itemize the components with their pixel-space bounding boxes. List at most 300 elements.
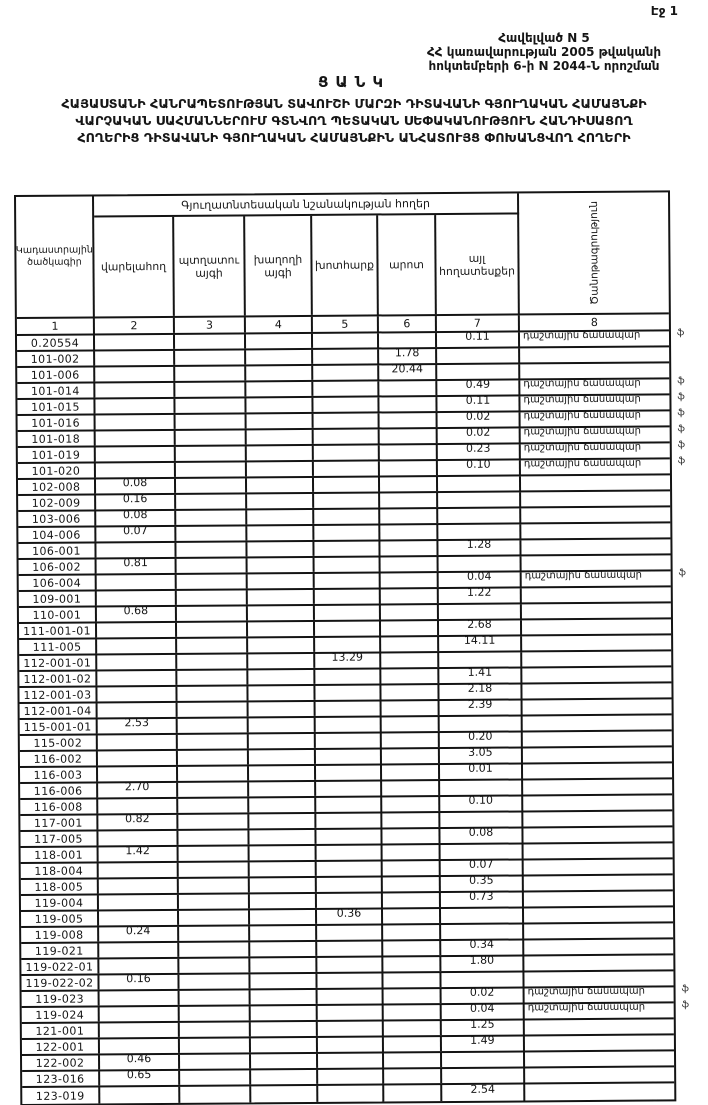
- area-value: 0.11: [465, 329, 490, 343]
- area-value: 0.07: [123, 523, 148, 537]
- cadastral-code-cell: [22, 1055, 100, 1070]
- vineyard-value-cell: [249, 702, 316, 716]
- orchard-value-cell: [178, 734, 249, 748]
- area-value: 0.07: [468, 857, 494, 871]
- area-value: 0.08: [468, 825, 494, 839]
- hayfield-value-cell: [315, 669, 381, 683]
- pasture-value-cell: [384, 1005, 442, 1019]
- arable-value-cell: [95, 383, 175, 398]
- hayfield-value-cell: [313, 365, 379, 379]
- pasture-value-cell: [382, 733, 440, 747]
- pasture-value-cell: [381, 605, 439, 619]
- hayfield-value-cell: [317, 973, 383, 987]
- note-cell: [522, 603, 671, 618]
- arable-value-cell: [97, 687, 177, 702]
- arable-value-cell: [99, 971, 179, 990]
- hayfield-value-cell: [315, 621, 381, 635]
- note-text: դաշտային ճանապար: [523, 425, 642, 437]
- note-cell: [522, 619, 671, 634]
- note-cell: [522, 571, 671, 586]
- other-lands-value-cell: [440, 761, 523, 779]
- area-value: 0.16: [126, 971, 151, 985]
- cadastral-code-cell: [21, 975, 99, 990]
- vineyard-value-cell: [249, 734, 316, 748]
- arable-value-cell: [97, 603, 177, 622]
- area-value: 0.65: [126, 1067, 152, 1081]
- orchard-value-cell: [177, 558, 248, 572]
- area-value: 0.02: [469, 985, 495, 999]
- cadastral-code-cell: [17, 383, 95, 398]
- vineyard-value-cell: [250, 942, 317, 956]
- area-value: 3.05: [468, 745, 493, 759]
- appendix-reference: [388, 31, 700, 73]
- area-value: 2.39: [467, 697, 493, 711]
- area-value: 0.01: [468, 761, 493, 775]
- orchard-value-cell: [175, 366, 246, 380]
- column-number: 5: [313, 316, 379, 331]
- hayfield-value-cell: [314, 429, 380, 443]
- area-value: 0.49: [465, 377, 491, 391]
- note-overflow-mark: ֆ: [677, 456, 686, 467]
- note-cell: [524, 907, 673, 922]
- note-cell: [523, 763, 672, 778]
- hayfield-value-cell: [316, 717, 382, 731]
- cadastral-code: 123-019: [35, 1089, 85, 1103]
- hayfield-value-cell: [318, 989, 384, 1003]
- hayfield-value-cell: [317, 941, 383, 955]
- pasture-value-cell: [383, 973, 441, 987]
- cadastral-code-cell: [20, 783, 98, 798]
- pasture-value-cell: [383, 941, 441, 955]
- arable-value-cell: [96, 523, 176, 542]
- arable-value-cell: [98, 751, 178, 766]
- note-cell: [520, 331, 669, 346]
- vineyard-value-cell: [248, 670, 315, 684]
- cadastral-code-cell: [20, 719, 98, 734]
- appendix-line: ՀՀ կառավարության 2005 թվականի: [426, 45, 662, 59]
- note-cell: [524, 971, 673, 986]
- vineyard-value-cell: [250, 846, 317, 860]
- pasture-value-cell: [384, 1085, 442, 1101]
- other-lands-value-cell: [440, 697, 523, 715]
- area-value: 20.44: [391, 361, 424, 375]
- note-cell: [521, 411, 670, 426]
- orchard-value-cell: [176, 462, 247, 476]
- arable-value-cell: [99, 943, 179, 958]
- vineyard-value-cell: [246, 366, 313, 380]
- other-lands-value-cell: [440, 793, 523, 811]
- arable-value-cell: [100, 1007, 180, 1022]
- cadastral-code: 117-005: [34, 832, 83, 846]
- orchard-value-cell: [176, 478, 247, 492]
- area-value: 0.20: [467, 729, 493, 743]
- hayfield-value-cell: [314, 541, 380, 555]
- cadastral-code: 119-024: [35, 1008, 85, 1022]
- cadastral-code-cell: [18, 511, 96, 526]
- other-lands-value-cell: [439, 633, 522, 651]
- cadastral-code-cell: [22, 1023, 100, 1038]
- arable-value-cell: [100, 1087, 180, 1104]
- area-value: 0.68: [123, 603, 149, 617]
- pasture-value-cell: [382, 829, 440, 843]
- orchard-value-cell: [176, 414, 247, 428]
- column-number: 4: [246, 317, 313, 332]
- orchard-value-cell: [179, 942, 250, 956]
- arable-value-cell: [96, 431, 176, 446]
- vineyard-value-cell: [246, 398, 313, 412]
- table-body: [17, 328, 689, 1104]
- vineyard-value-cell: [251, 1070, 318, 1084]
- note-text: դաշտային ճանապար: [527, 1001, 646, 1013]
- hayfield-value-cell: [317, 957, 383, 971]
- cadastral-code-cell: [18, 527, 96, 542]
- cadastral-code-cell: [18, 431, 96, 446]
- orchard-value-cell: [178, 814, 249, 828]
- cadastral-code-cell: [17, 351, 95, 366]
- cadastral-code-cell: [22, 1071, 100, 1086]
- cadastral-code-cell: [18, 463, 96, 478]
- note-cell: [520, 363, 669, 378]
- pasture-value-cell: [383, 925, 441, 939]
- cadastral-code-cell: [20, 703, 98, 718]
- hayfield-value-cell: [315, 685, 381, 699]
- subtitle-line: ՀԱՅԱՍՏԱՆԻ ՀԱՆՐԱՊԵՏՈՒԹՅԱՆ ՏԱՎՈՒՇԻ ՄԱՐԶԻ ԴԻՏԱՎԱՆԻ ԳՅՈՒՂԱԿԱՆ ՀԱՄԱՅՆՔԻ: [61, 97, 647, 112]
- area-value: 2.18: [467, 681, 493, 695]
- note-text: դաշտային ճանապար: [527, 985, 645, 997]
- note-cell: [525, 1051, 674, 1066]
- area-value: 0.36: [336, 906, 362, 920]
- orchard-value-cell: [175, 334, 246, 348]
- area-value: 0.81: [123, 555, 148, 569]
- arable-value-cell: [98, 779, 178, 798]
- pasture-value-cell: [384, 1021, 442, 1035]
- vineyard-value-cell: [250, 958, 317, 972]
- arable-value-cell: [99, 843, 179, 862]
- orchard-value-cell: [180, 1038, 251, 1052]
- note-cell: [525, 1083, 674, 1100]
- note-cell: [524, 875, 673, 890]
- vineyard-value-cell: [250, 926, 317, 940]
- area-value: 2.54: [470, 1082, 496, 1096]
- area-value: 13.29: [331, 650, 364, 664]
- cadastral-code: 112-001-04: [23, 703, 92, 718]
- hayfield-value-cell: [315, 557, 381, 571]
- orchard-value-cell: [178, 766, 249, 780]
- arable-value-cell: [99, 879, 179, 894]
- vineyard-value-cell: [248, 606, 315, 620]
- hayfield-value-cell: [314, 461, 380, 475]
- other-lands-value-cell: [441, 889, 524, 907]
- hayfield-value-cell: [315, 589, 381, 603]
- cadastral-code: 0.20554: [30, 336, 80, 350]
- note-cell: [521, 443, 670, 458]
- area-value: 1.49: [470, 1033, 495, 1047]
- note-cell: [523, 699, 672, 714]
- hayfield-value-cell: [314, 413, 380, 427]
- other-lands-value-cell: [442, 1084, 525, 1101]
- arable-value-cell: [99, 863, 179, 878]
- area-value: 0.08: [122, 507, 148, 521]
- pasture-value-cell: [383, 893, 441, 907]
- note-text: դաշտային ճանապար: [523, 393, 641, 405]
- hayfield-value-cell: [317, 861, 383, 875]
- cadastral-code: 101-018: [31, 432, 81, 446]
- note-cell: [522, 651, 671, 666]
- area-value: 0.02: [465, 425, 491, 439]
- hayfield-value-cell: [313, 397, 379, 411]
- hayfield-value-cell: [316, 829, 382, 843]
- note-cell: [523, 779, 672, 794]
- cadastral-code: 106-002: [32, 560, 82, 574]
- arable-value-cell: [99, 895, 179, 910]
- vineyard-value-cell: [248, 686, 315, 700]
- area-value: 0.73: [469, 889, 494, 903]
- cadastral-code-cell: [17, 399, 95, 414]
- orchard-value-cell: [180, 1070, 251, 1084]
- hayfield-value-cell: [315, 650, 381, 667]
- column-header-orchard: պտղատու այգի: [174, 216, 246, 315]
- orchard-value-cell: [180, 1086, 251, 1102]
- note-cell: [525, 1019, 674, 1034]
- note-text: դաշտային ճանապար: [523, 377, 641, 389]
- appendix-line: հոկտեմբերի 6-ի N 2044-Ն որոշման: [428, 59, 660, 73]
- orchard-value-cell: [180, 1022, 251, 1036]
- pasture-value-cell: [382, 701, 440, 715]
- orchard-value-cell: [179, 894, 250, 908]
- note-overflow-mark: ֆ: [676, 328, 685, 339]
- orchard-value-cell: [178, 718, 249, 732]
- orchard-value-cell: [177, 638, 248, 652]
- note-cell: [524, 891, 673, 906]
- cadastral-code: 119-023: [35, 992, 85, 1006]
- pasture-value-cell: [380, 445, 438, 459]
- note-cell: [523, 811, 672, 826]
- hayfield-value-cell: [313, 349, 379, 363]
- note-text: դաշտային ճանապար: [523, 409, 641, 421]
- cadastral-code-cell: [19, 671, 97, 686]
- vineyard-value-cell: [251, 1054, 318, 1068]
- note-cell: [521, 507, 670, 522]
- arable-value-cell: [99, 923, 179, 942]
- orchard-value-cell: [179, 862, 250, 876]
- vineyard-value-cell: [247, 526, 314, 540]
- hayfield-value-cell: [314, 493, 380, 507]
- cadastral-code: 101-002: [30, 352, 80, 366]
- pasture-value-cell: [380, 525, 438, 539]
- vineyard-value-cell: [247, 510, 314, 524]
- cadastral-code-cell: [18, 479, 96, 494]
- vineyard-value-cell: [249, 798, 316, 812]
- vineyard-value-cell: [247, 494, 314, 508]
- hayfield-value-cell: [316, 797, 382, 811]
- orchard-value-cell: [180, 990, 251, 1004]
- other-lands-value-cell: [438, 508, 521, 523]
- hayfield-value-cell: [318, 1037, 384, 1051]
- pasture-value-cell: [381, 685, 439, 699]
- hayfield-value-cell: [315, 605, 381, 619]
- cadastral-code-cell: [19, 639, 97, 654]
- cadastral-code: 103-006: [31, 512, 81, 526]
- document-subtitle: [0, 96, 708, 147]
- other-lands-value-cell: [441, 908, 524, 923]
- note-text: դաշտային ճանապար: [523, 457, 642, 469]
- hayfield-value-cell: [316, 701, 382, 715]
- column-header-vineyard: խաղողի այգի: [245, 216, 313, 315]
- pasture-value-cell: [379, 361, 437, 379]
- vineyard-value-cell: [251, 1006, 318, 1020]
- area-value: 0.02: [465, 409, 491, 423]
- arable-value-cell: [95, 351, 175, 366]
- document-title: ՑԱՆԿ: [317, 73, 391, 91]
- cadastral-code-cell: [22, 1087, 100, 1104]
- area-value: 1.42: [125, 843, 150, 857]
- hayfield-value-cell: [314, 445, 380, 459]
- column-number: 7: [437, 315, 520, 331]
- note-cell: [522, 683, 671, 698]
- note-cell: [524, 955, 673, 970]
- cadastral-code: 119-004: [34, 896, 84, 910]
- column-number: 1: [17, 318, 95, 334]
- cadastral-code: 101-019: [31, 448, 81, 462]
- pasture-value-cell: [383, 877, 441, 891]
- orchard-value-cell: [177, 574, 248, 588]
- area-value: 0.35: [468, 873, 494, 887]
- arable-value-cell: [95, 367, 175, 382]
- orchard-value-cell: [178, 750, 249, 764]
- area-value: 0.24: [125, 923, 151, 937]
- orchard-value-cell: [178, 830, 249, 844]
- pasture-value-cell: [382, 717, 440, 731]
- area-value: 0.10: [468, 793, 494, 807]
- vineyard-value-cell: [249, 766, 316, 780]
- pasture-value-cell: [383, 845, 441, 859]
- note-overflow-mark: ֆ: [681, 1000, 689, 1011]
- note-cell: [522, 635, 671, 650]
- vineyard-value-cell: [250, 910, 317, 924]
- vineyard-value-cell: [250, 974, 317, 988]
- arable-value-cell: [97, 655, 177, 670]
- pasture-value-cell: [380, 509, 438, 523]
- orchard-value-cell: [175, 382, 246, 396]
- orchard-value-cell: [179, 926, 250, 940]
- column-header-other-lands: այլ հողատեսքեր: [436, 214, 520, 314]
- orchard-value-cell: [179, 878, 250, 892]
- cadastral-code-cell: [20, 799, 98, 814]
- orchard-value-cell: [178, 782, 249, 796]
- arable-value-cell: [97, 639, 177, 654]
- area-value: 0.82: [125, 811, 150, 825]
- vineyard-value-cell: [248, 590, 315, 604]
- arable-value-cell: [97, 555, 177, 574]
- column-number: 8: [590, 315, 598, 329]
- cadastral-code-cell: [18, 447, 96, 462]
- vineyard-value-cell: [251, 990, 318, 1004]
- cadastral-code-cell: [19, 591, 97, 606]
- cadastral-code: 106-001: [32, 544, 81, 558]
- cadastral-code: 116-008: [33, 800, 83, 814]
- hayfield-value-cell: [316, 781, 382, 795]
- agricultural-lands-header-group: [94, 193, 520, 316]
- cadastral-code-cell: [21, 847, 99, 862]
- other-lands-value-cell: [437, 348, 520, 363]
- arable-value-cell: [98, 715, 178, 734]
- area-value: 0.46: [126, 1051, 152, 1065]
- sub-header-row: [94, 214, 520, 316]
- vineyard-value-cell: [250, 878, 317, 892]
- pasture-value-cell: [380, 413, 438, 427]
- cadastral-code: 110-001: [32, 608, 82, 622]
- note-cell: [523, 731, 672, 746]
- note-overflow-mark: ֆ: [677, 440, 686, 451]
- pasture-value-cell: [384, 1053, 442, 1067]
- arable-value-cell: [97, 671, 177, 686]
- note-cell: [522, 555, 671, 570]
- hayfield-value-cell: [318, 1053, 384, 1067]
- orchard-value-cell: [177, 654, 248, 668]
- note-cell: [523, 827, 672, 842]
- pasture-value-cell: [381, 557, 439, 571]
- area-value: 0.11: [465, 393, 491, 407]
- note-cell: [525, 1035, 674, 1050]
- cadastral-code-cell: [20, 831, 98, 846]
- vertical-note-label: Ծանոթագրություն: [587, 200, 601, 305]
- other-lands-value-cell: [442, 1033, 525, 1051]
- note-cell: [520, 379, 669, 394]
- area-value: 0.04: [469, 1001, 495, 1015]
- land-parcels-table: [14, 190, 689, 1105]
- note-cell: [521, 475, 670, 490]
- hayfield-value-cell: [314, 477, 380, 491]
- note-overflow-mark: ֆ: [677, 424, 685, 435]
- arable-value-cell: [98, 811, 178, 830]
- note-cell: [520, 395, 669, 410]
- pasture-value-cell: [381, 669, 439, 683]
- cadastral-code: 101-020: [31, 464, 81, 478]
- area-value: 0.34: [469, 937, 495, 951]
- note-cell: [521, 491, 670, 506]
- cadastral-code: 106-004: [32, 576, 82, 590]
- cadastral-code: 115-002: [33, 736, 83, 750]
- vineyard-value-cell: [247, 446, 314, 460]
- orchard-value-cell: [179, 910, 250, 924]
- arable-value-cell: [97, 623, 177, 638]
- cadastral-code-cell: [20, 767, 98, 782]
- column-number: 3: [175, 317, 246, 332]
- orchard-value-cell: [180, 1054, 251, 1068]
- area-value: 1.25: [470, 1017, 495, 1031]
- vineyard-value-cell: [249, 750, 316, 764]
- area-value: 0.04: [466, 569, 492, 583]
- note-overflow-mark: ֆ: [677, 392, 685, 403]
- cadastral-code: 101-015: [31, 400, 80, 414]
- cadastral-code-cell: [17, 367, 95, 382]
- other-lands-value-cell: [438, 537, 521, 555]
- cadastral-code: 116-003: [33, 768, 83, 782]
- orchard-value-cell: [179, 974, 250, 988]
- cadastral-code: 111-001-01: [23, 623, 92, 638]
- cadastral-code-cell: [20, 815, 98, 830]
- pasture-value-cell: [382, 765, 440, 779]
- orchard-value-cell: [176, 510, 247, 524]
- note-cell: [524, 939, 673, 954]
- area-value: 2.70: [124, 779, 150, 793]
- other-lands-value-cell: [440, 825, 523, 843]
- cadastral-code-cell: [18, 495, 96, 510]
- cadastral-code: 116-006: [33, 784, 83, 798]
- note-overflow-mark: ֆ: [681, 984, 689, 995]
- vineyard-value-cell: [246, 350, 313, 364]
- orchard-value-cell: [177, 686, 248, 700]
